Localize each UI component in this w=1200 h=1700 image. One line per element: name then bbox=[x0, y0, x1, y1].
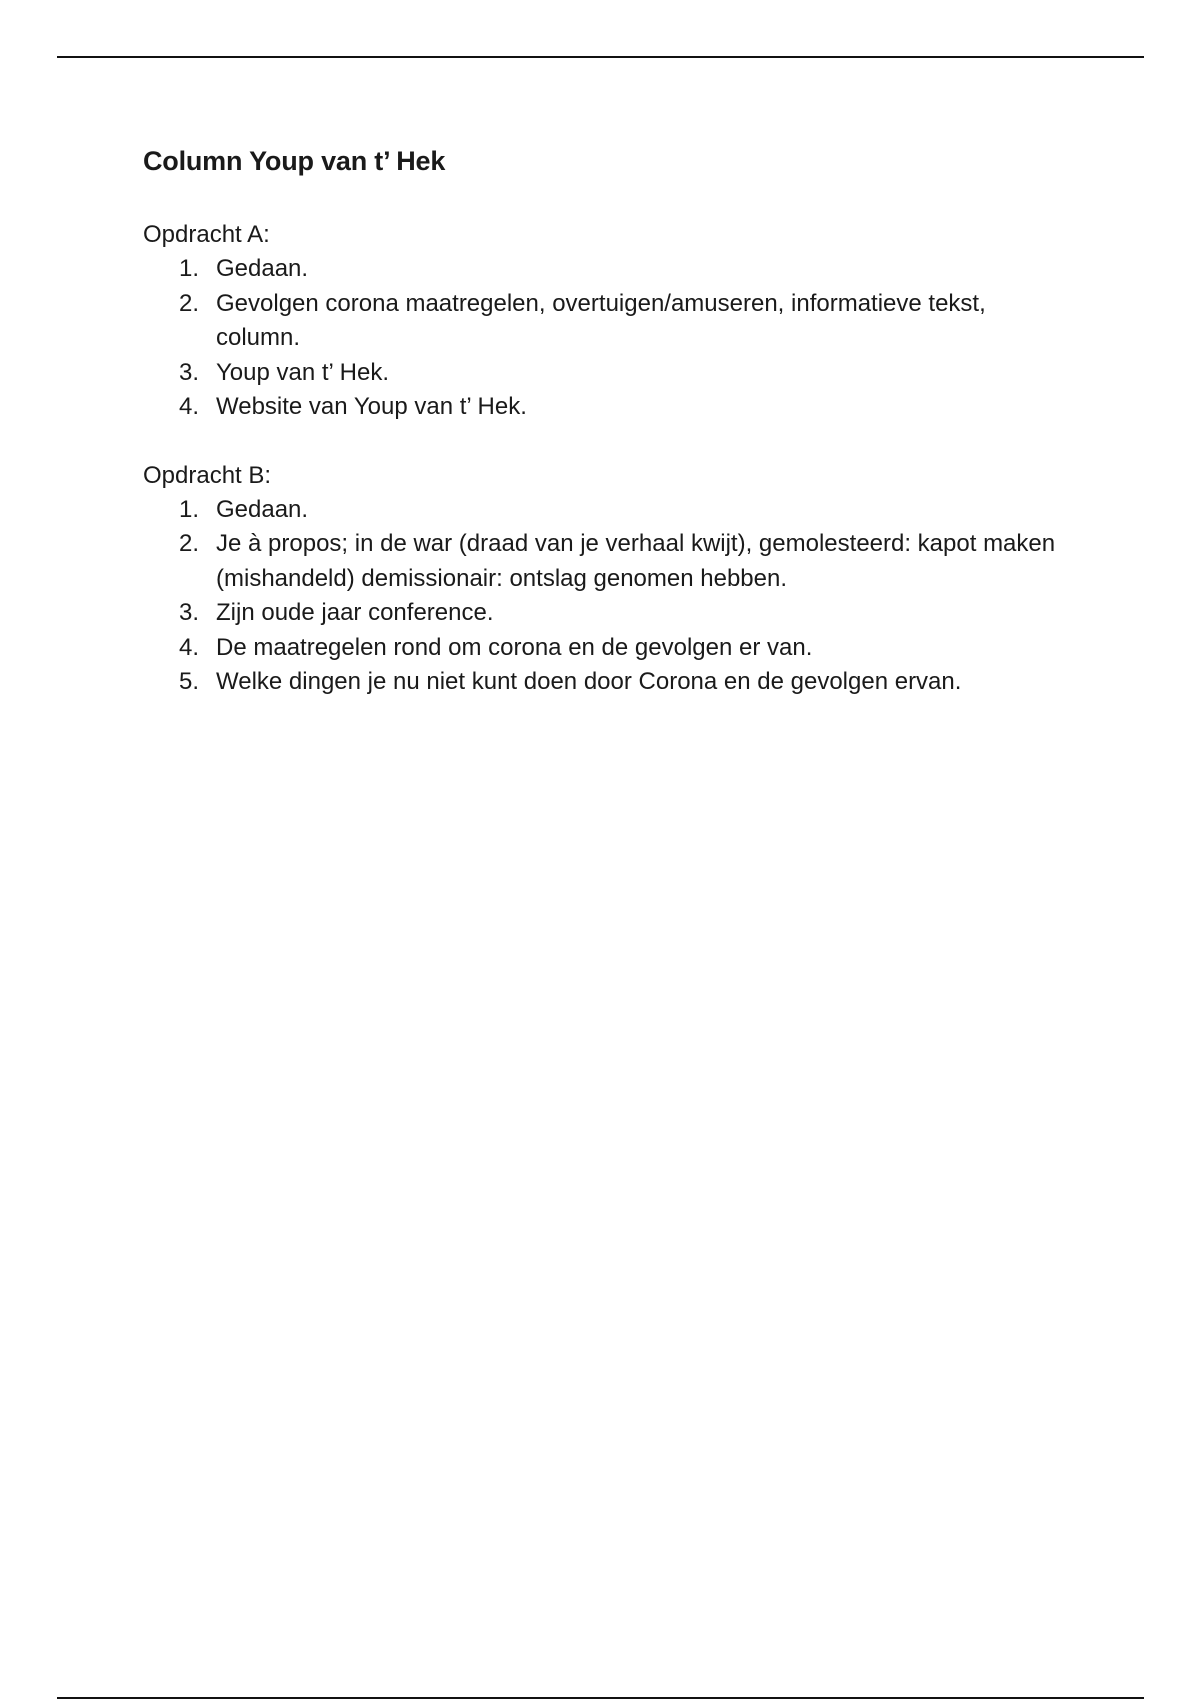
list-item bbox=[143, 390, 1063, 425]
list-item bbox=[143, 287, 1063, 356]
list-number: 3. bbox=[179, 358, 200, 386]
list-item bbox=[143, 665, 1063, 700]
header-rule bbox=[57, 56, 1144, 58]
list-item-text: Website van Youp van t’ Hek. bbox=[216, 393, 527, 420]
list-number: 5. bbox=[179, 668, 200, 695]
list-item bbox=[143, 596, 1063, 631]
list-item-text: Welke dingen je nu niet kunt doen door Corona en de gevolgen ervan. bbox=[216, 668, 962, 695]
document-body bbox=[143, 142, 1063, 734]
list-item-text: Youp van t’ Hek. bbox=[216, 358, 390, 386]
list-item-text: Gedaan. bbox=[216, 495, 309, 523]
section-opdracht-b bbox=[143, 459, 1063, 700]
list-item-text: Je à propos; in de war (draad van je verhaal kwijt), gemolesteerd: kapot maken (mishandeld) demissionair: ontslag genomen hebben. bbox=[216, 530, 1056, 592]
footer-rule bbox=[57, 1697, 1144, 1699]
answer-list bbox=[143, 493, 1063, 700]
document-title: Column Youp van t’ Hek bbox=[143, 146, 446, 176]
section-opdracht-a bbox=[143, 218, 1063, 425]
answer-list bbox=[143, 252, 1063, 425]
section-label: Opdracht B: bbox=[143, 461, 272, 489]
list-item bbox=[143, 252, 1063, 287]
list-number: 1. bbox=[179, 495, 200, 523]
section-label: Opdracht A: bbox=[143, 221, 270, 248]
list-number: 4. bbox=[179, 633, 200, 661]
list-item bbox=[143, 527, 1063, 596]
list-number: 3. bbox=[179, 599, 200, 626]
list-item-text: Gevolgen corona maatregelen, overtuigen/amuseren, informatieve tekst, column. bbox=[216, 289, 986, 351]
list-number: 2. bbox=[179, 530, 200, 557]
list-item bbox=[143, 631, 1063, 666]
list-item-text: De maatregelen rond om corona en de gevolgen er van. bbox=[216, 633, 813, 661]
list-number: 4. bbox=[179, 393, 200, 420]
list-number: 2. bbox=[179, 289, 200, 317]
list-number: 1. bbox=[179, 255, 200, 282]
list-item bbox=[143, 356, 1063, 391]
list-item-text: Gedaan. bbox=[216, 255, 309, 282]
list-item bbox=[143, 493, 1063, 528]
list-item-text: Zijn oude jaar conference. bbox=[216, 599, 494, 626]
